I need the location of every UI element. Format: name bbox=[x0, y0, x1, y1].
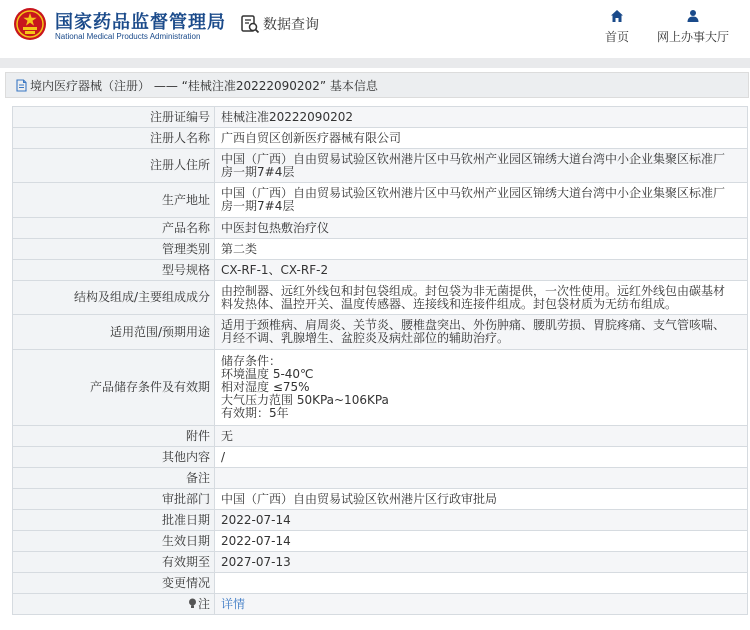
table-row bbox=[13, 128, 748, 149]
table-row bbox=[13, 281, 748, 315]
field-label: 注册人住所 bbox=[13, 149, 215, 183]
nav-online-service[interactable] bbox=[657, 9, 729, 45]
table-row bbox=[13, 531, 748, 552]
field-value: / bbox=[215, 447, 748, 468]
field-label: 批准日期 bbox=[13, 510, 215, 531]
record-title-bar bbox=[5, 72, 749, 98]
data-query-icon bbox=[240, 14, 260, 34]
data-query-label: 数据查询 bbox=[263, 17, 319, 33]
table-row bbox=[13, 573, 748, 594]
field-value: 2022-07-14 bbox=[215, 531, 748, 552]
site-header bbox=[0, 0, 750, 58]
field-value: 第二类 bbox=[215, 239, 748, 260]
field-value: 中国（广西）自由贸易试验区钦州港片区中马钦州产业园区锦绣大道台湾中小企业集聚区标准厂 房一期7#4层 bbox=[215, 183, 748, 218]
table-row bbox=[13, 489, 748, 510]
table-row bbox=[13, 183, 748, 218]
record-title: 境内医疗器械（注册） —— “桂械注准20222090202” 基本信息 bbox=[30, 78, 378, 93]
note-value-cell bbox=[215, 594, 748, 615]
field-value: 2022-07-14 bbox=[215, 510, 748, 531]
header-divider bbox=[0, 58, 750, 68]
field-label: 变更情况 bbox=[13, 573, 215, 594]
org-name-en[interactable]: National Medical Products Administration bbox=[55, 32, 201, 41]
table-row bbox=[13, 468, 748, 489]
field-label: 产品名称 bbox=[13, 218, 215, 239]
field-label: 审批部门 bbox=[13, 489, 215, 510]
field-label: 附件 bbox=[13, 426, 215, 447]
device-info-table bbox=[12, 106, 748, 615]
field-value: 中国（广西）自由贸易试验区钦州港片区中马钦州产业园区锦绣大道台湾中小企业集聚区标准厂 房一期7#4层 bbox=[215, 149, 748, 183]
nav-online-service-label: 网上办事大厅 bbox=[657, 30, 730, 44]
field-value: 无 bbox=[215, 426, 748, 447]
details-link[interactable]: 详情 bbox=[221, 596, 246, 611]
nav-home-label: 首页 bbox=[605, 30, 630, 44]
org-name-cn[interactable]: 国家药品监督管理局 bbox=[55, 12, 226, 33]
field-value: 储存条件： 环境温度 5-40℃ 相对湿度 ≤75% 大气压力范围 50KPa~106KPa 有效期：5年 bbox=[215, 350, 748, 426]
field-label: 生效日期 bbox=[13, 531, 215, 552]
data-query-link[interactable] bbox=[240, 12, 319, 36]
table-row bbox=[13, 149, 748, 183]
field-value: 2027-07-13 bbox=[215, 552, 748, 573]
field-label: 注册证编号 bbox=[13, 107, 215, 128]
table-row bbox=[13, 239, 748, 260]
field-value: 广西自贸区创新医疗器械有限公司 bbox=[215, 128, 748, 149]
table-row bbox=[13, 510, 748, 531]
table-row bbox=[13, 426, 748, 447]
field-value: 由控制器、远红外线包和封包袋组成。封包袋为非无菌提供，一次性使用。远红外线包由碳基材 料发热体、温控开关、温度传感器、连接线和连接件组成。封包袋材质为无纺布组成。 bbox=[215, 281, 748, 315]
field-label: 注 bbox=[197, 596, 210, 611]
note-label-cell bbox=[13, 594, 215, 615]
table-row bbox=[13, 552, 748, 573]
field-value: 适用于颈椎病、肩周炎、关节炎、腰椎盘突出、外伤肿痛、腰肌劳损、胃脘疼痛、支气管咳喘、 月经不调、乳腺增生、盆腔炎及病灶部位的辅助治疗。 bbox=[215, 315, 748, 350]
table-row bbox=[13, 594, 748, 615]
field-label: 备注 bbox=[13, 468, 215, 489]
field-value: 中国（广西）自由贸易试验区钦州港片区行政审批局 bbox=[215, 489, 748, 510]
field-label: 生产地址 bbox=[13, 183, 215, 218]
field-label: 注册人名称 bbox=[13, 128, 215, 149]
field-label: 管理类别 bbox=[13, 239, 215, 260]
document-icon bbox=[15, 79, 28, 92]
field-label: 型号规格 bbox=[13, 260, 215, 281]
table-row bbox=[13, 218, 748, 239]
national-emblem-icon[interactable] bbox=[13, 7, 47, 41]
field-label: 结构及组成/主要组成成分 bbox=[13, 281, 215, 315]
table-row bbox=[13, 350, 748, 426]
field-value: 中医封包热敷治疗仪 bbox=[215, 218, 748, 239]
field-value: 桂械注准20222090202 bbox=[215, 107, 748, 128]
user-icon bbox=[686, 9, 700, 23]
field-label: 有效期至 bbox=[13, 552, 215, 573]
home-icon bbox=[610, 9, 624, 23]
field-label: 产品储存条件及有效期 bbox=[13, 350, 215, 426]
table-row bbox=[13, 315, 748, 350]
lightbulb-icon bbox=[188, 598, 197, 609]
table-row bbox=[13, 447, 748, 468]
nav-home[interactable] bbox=[605, 9, 629, 45]
field-label: 适用范围/预期用途 bbox=[13, 315, 215, 350]
field-value bbox=[215, 573, 748, 594]
table-row bbox=[13, 107, 748, 128]
field-value: CX-RF-1、CX-RF-2 bbox=[215, 260, 748, 281]
field-value bbox=[215, 468, 748, 489]
field-label: 其他内容 bbox=[13, 447, 215, 468]
table-row bbox=[13, 260, 748, 281]
